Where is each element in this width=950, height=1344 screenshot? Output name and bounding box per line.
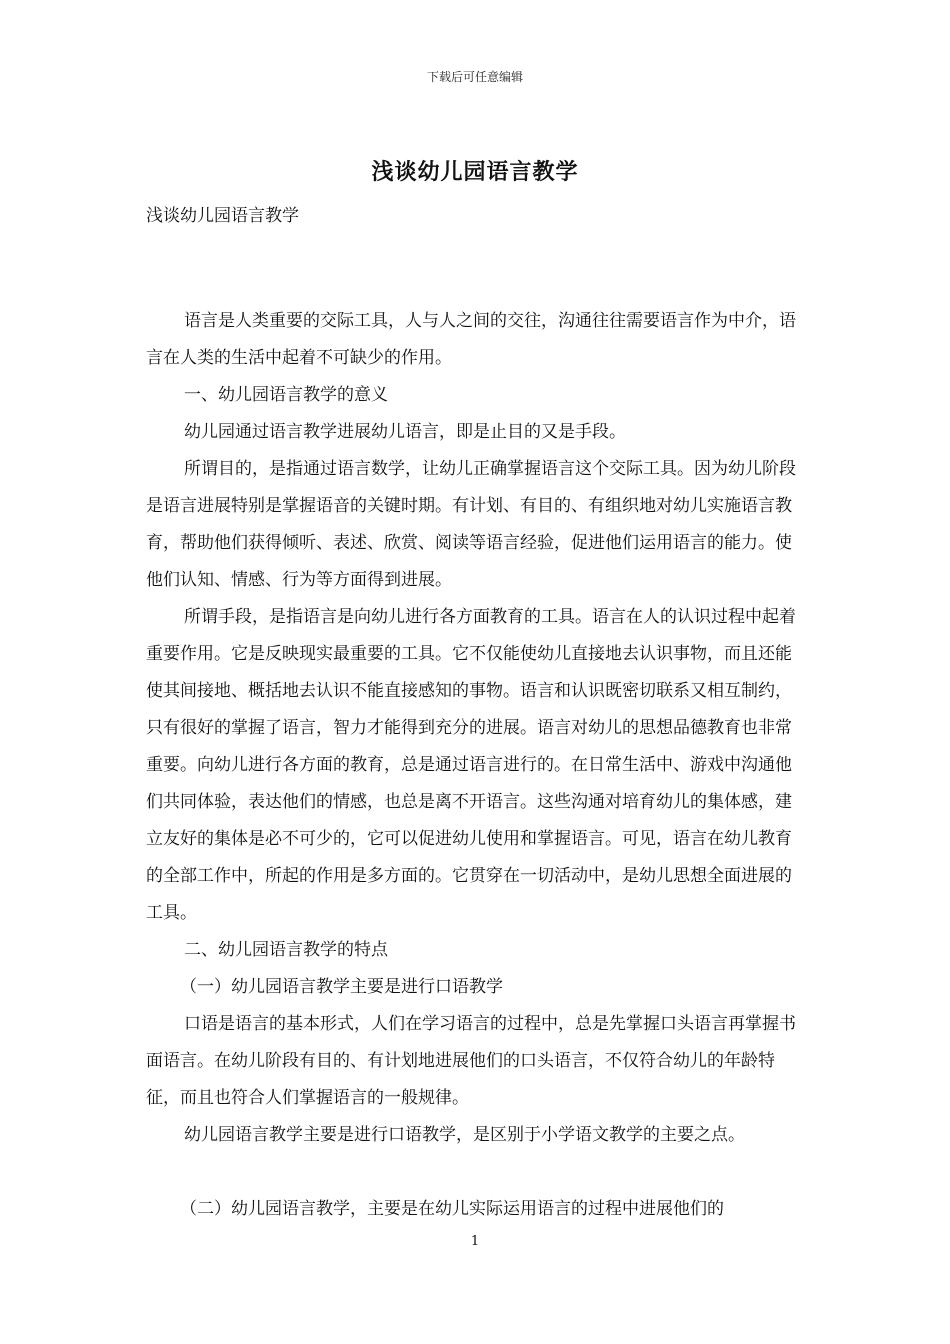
document-title: 浅谈幼儿园语言教学 <box>371 159 579 185</box>
document-body <box>146 266 808 1228</box>
blank-line <box>146 1154 808 1191</box>
paragraph: 幼儿园语言教学主要是进行口语教学，是区别于小学语文教学的主要之点。 <box>184 1125 745 1145</box>
paragraph: 所谓手段，是指语言是向幼儿进行各方面教育的工具。语言在人的认识过程中起着重要作用。它是反映现实最重要的工具。它不仅能使幼儿直接地去认识事物，而且还能使其间接地、概括地去认识不能直接感知的事物。语言和认识既密切联系又相互制约，只有很好的掌握了语言，智力才能得到充分的进展。语言对幼儿的思想品德教育也非常重要。向幼儿进行各方面的教育，总是通过语言进行的。在日常生活中、游戏中沟通他们共同体验，表达他们的情感，也总是离不开语言。这些沟通对培育幼儿的集体感，建立友好的集体是必不可少的，它可以促进幼儿使用和掌握语言。可见，语言在幼儿教育的全部工作中，所起的作用是多方面的。它贯穿在一切活动中，是幼儿思想全面进展的工具。 <box>146 607 796 923</box>
document-subtitle: 浅谈幼儿园语言教学 <box>146 206 299 226</box>
paragraph: 口语是语言的基本形式，人们在学习语言的过程中，总是先掌握口头语言再掌握书面语言。在幼儿阶段有目的、有计划地进展他们的口头语言，不仅符合幼儿的年龄特征，而且也符合人们掌握语言的一般规律。 <box>146 1014 796 1108</box>
subsection-heading-1: （一）幼儿园语言教学主要是进行口语教学 <box>180 977 503 997</box>
paragraph: 幼儿园通过语言教学进展幼儿语言，即是止目的又是手段。 <box>184 422 626 442</box>
paragraph: 所谓目的，是指通过语言数学，让幼儿正确掌握语言这个交际工具。因为幼儿阶段是语言进展特别是掌握语音的关键时期。有计划、有目的、有组织地对幼儿实施语言教育，帮助他们获得倾听、表述、欣赏、阅读等语言经验，促进他们运用语言的能力。使他们认知、情感、行为等方面得到进展。 <box>146 459 796 590</box>
paragraph-intro: 语言是人类重要的交际工具，人与人之间的交往，沟通往往需要语言作为中介，语言在人类的生活中起着不可缺少的作用。 <box>146 311 796 368</box>
subsection-heading-2: （二）幼儿园语言教学，主要是在幼儿实际运用语言的过程中进展他们的 <box>180 1199 724 1219</box>
page-number: 1 <box>470 1234 480 1249</box>
header-note: 下载后可任意编辑 <box>426 70 523 84</box>
section-heading-2: 二、幼儿园语言教学的特点 <box>184 940 388 960</box>
section-heading-1: 一、幼儿园语言教学的意义 <box>184 385 388 405</box>
blank-line <box>146 266 808 303</box>
